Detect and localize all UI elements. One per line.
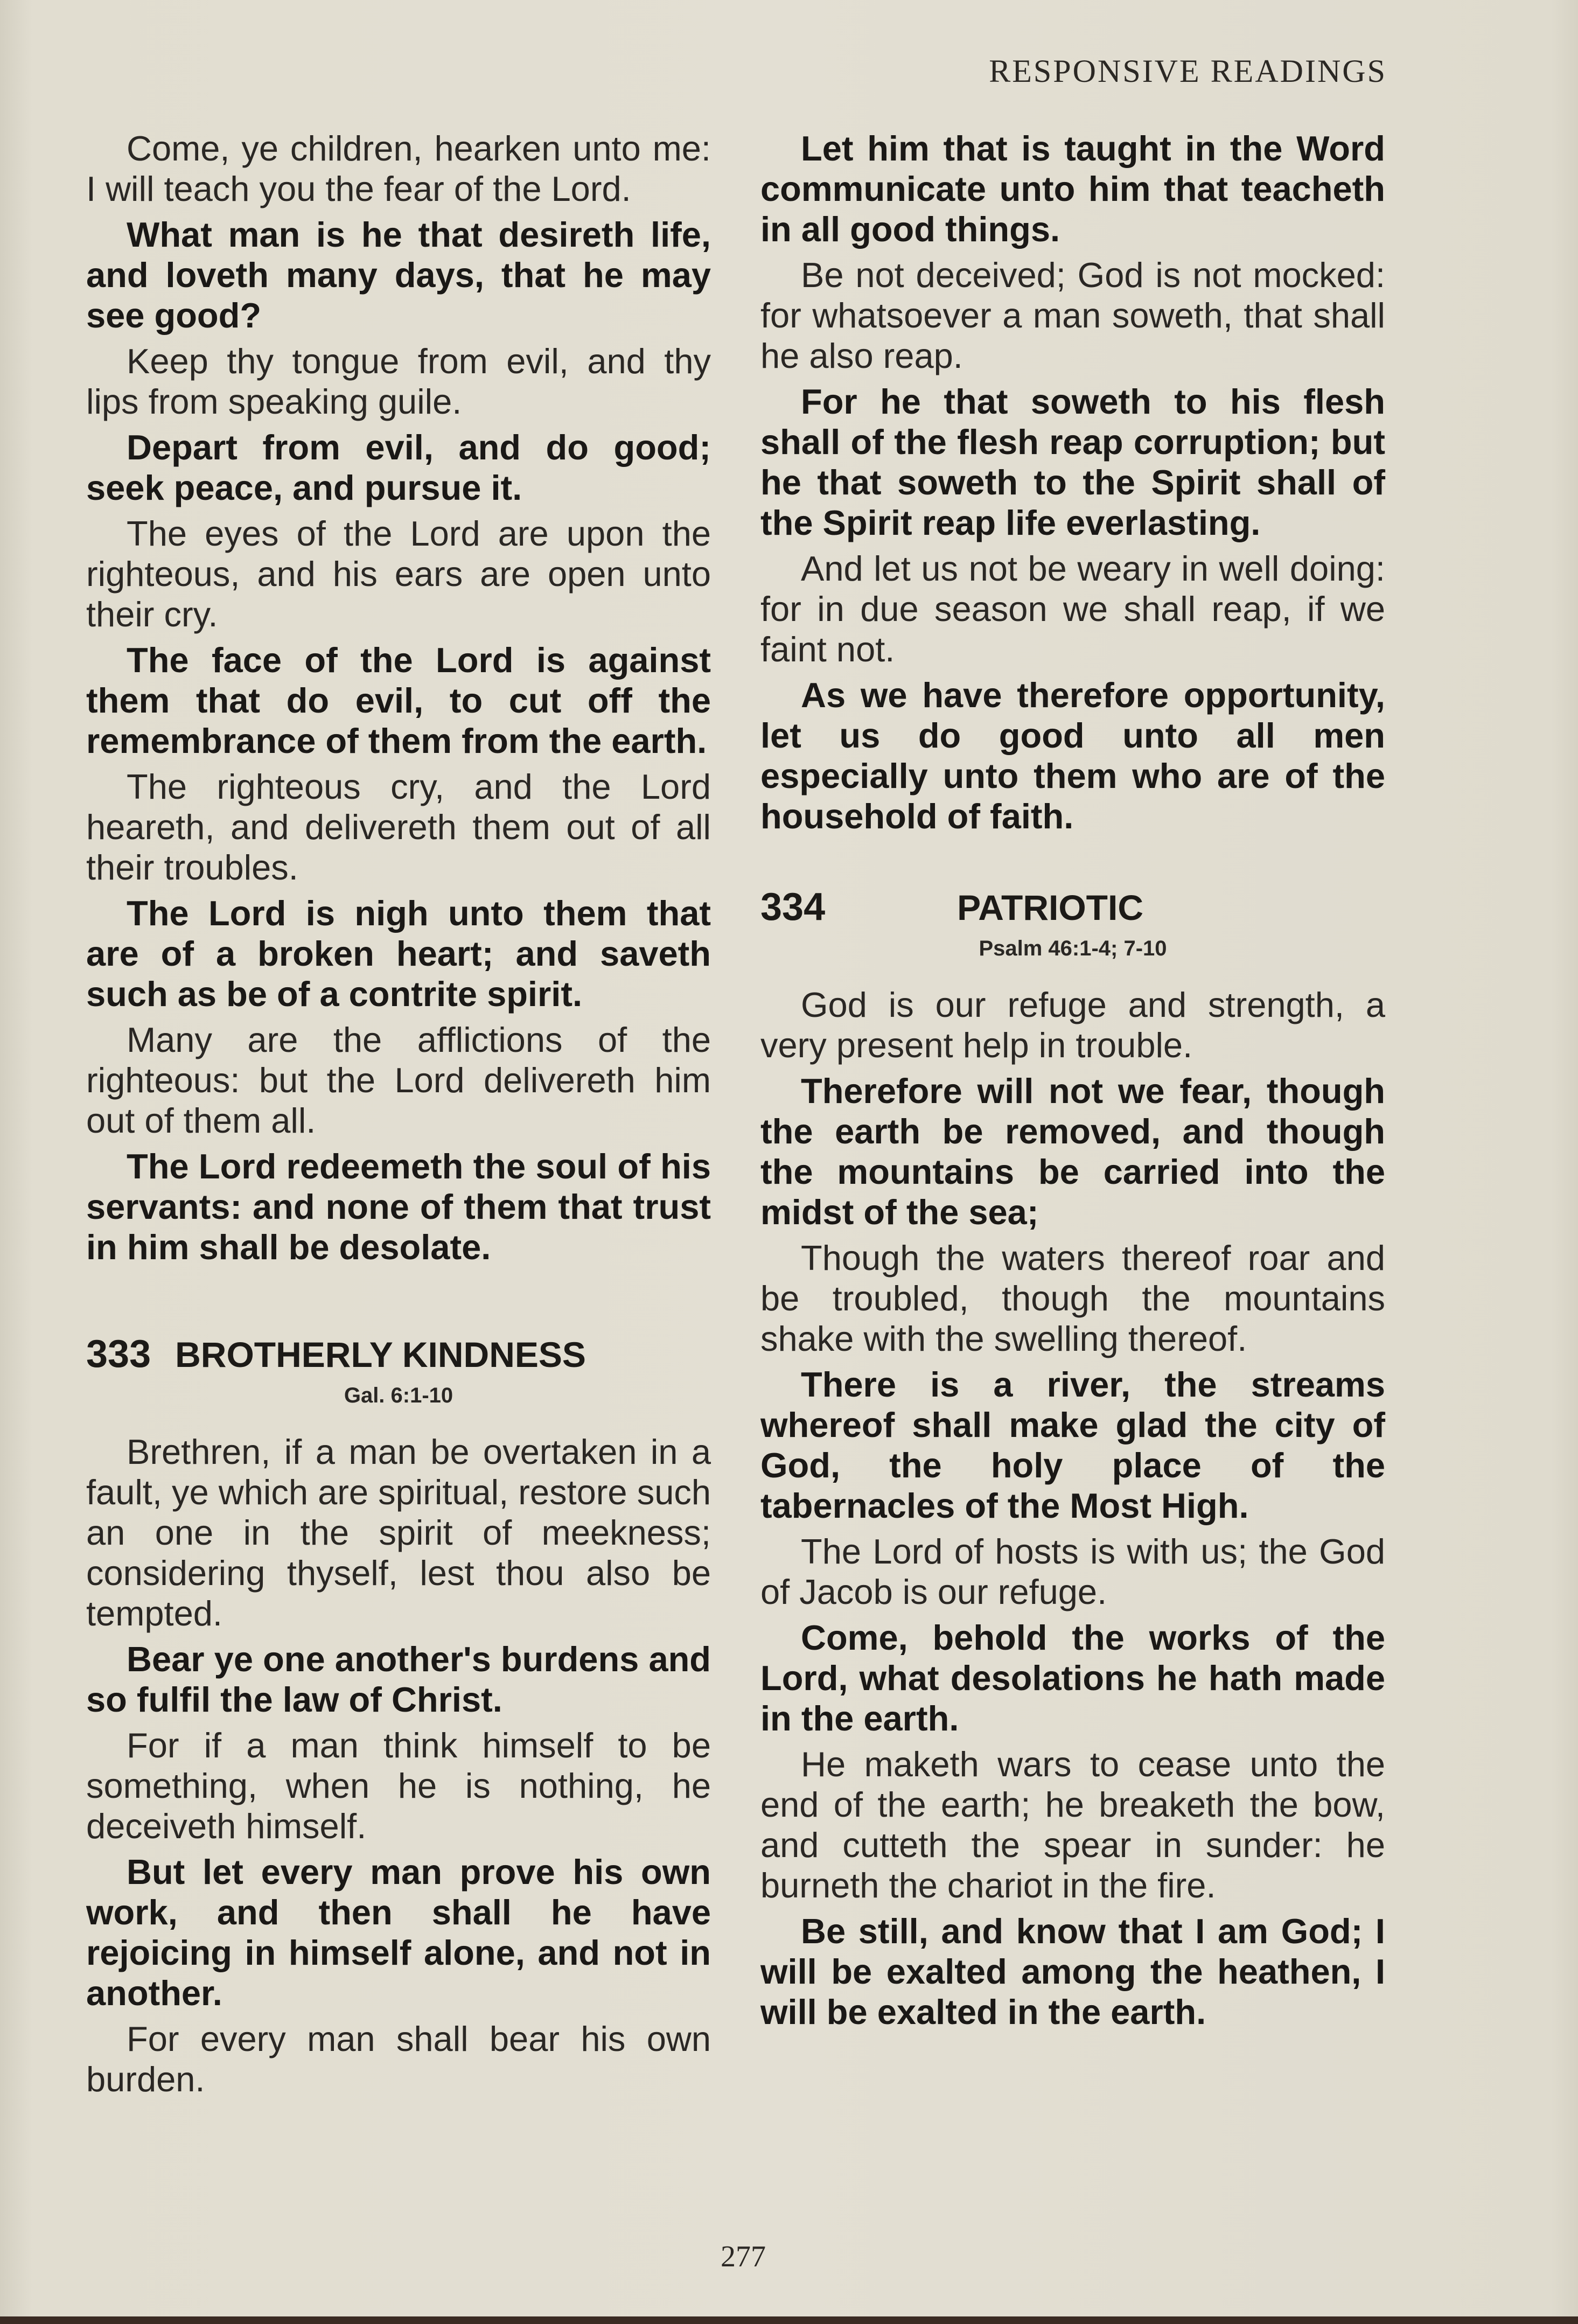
scripture-reference: Gal. 6:1-10 <box>344 1384 453 1407</box>
scripture-reference: Psalm 46:1-4; 7-10 <box>979 937 1167 960</box>
verse: Therefore will not we fear, though the earth be removed, and though the mountains be carried into the midst of the sea; <box>760 1071 1385 1232</box>
verse: Let him that is taught in the Word communicate unto him that teacheth in all good things. <box>760 129 1385 249</box>
verse: And let us not be weary in well doing: for in due season we shall reap, if we faint not. <box>760 549 1385 669</box>
verse: As we have therefore opportunity, let us do good unto all men especially unto them who are of the household of faith. <box>760 675 1385 836</box>
section-number: 334 <box>760 885 826 929</box>
verse: For he that soweth to his flesh shall of the flesh reap corruption; but he that soweth to the Spirit shall of the Spirit reap life everlasting. <box>760 382 1385 542</box>
section-heading-333 <box>86 1332 711 1376</box>
verse: God is our refuge and strength, a very present help in trouble. <box>760 985 1385 1065</box>
verse: Come, behold the works of the Lord, what desolations he hath made in the earth. <box>760 1618 1385 1738</box>
verse: Brethren, if a man be overtaken in a fault, ye which are spiritual, restore such an one in the spirit of meekness; considering thyself, lest thou also be tempted. <box>86 1432 711 1633</box>
section-number: 333 <box>86 1332 151 1376</box>
verse: The Lord of hosts is with us; the God of Jacob is our refuge. <box>760 1532 1385 1611</box>
verse: The Lord redeemeth the soul of his servants: and none of them that trust in him shall be desolate. <box>86 1147 711 1267</box>
page-bottom-edge <box>0 2316 1578 2324</box>
verse: The righteous cry, and the Lord heareth, and delivereth them out of all their troubles. <box>86 767 711 887</box>
verse: Come, ye children, hearken unto me: I will teach you the fear of the Lord. <box>86 129 711 208</box>
verse: Bear ye one another's burdens and so fulfil the law of Christ. <box>86 1639 711 1719</box>
right-column <box>760 128 1385 2037</box>
verse: Be not deceived; God is not mocked: for whatsoever a man soweth, that shall he also reap. <box>760 255 1385 375</box>
page-number: 277 <box>721 2240 766 2273</box>
verse: For if a man think himself to be something, when he is nothing, he deceiveth himself. <box>86 1726 711 1846</box>
verse: The face of the Lord is against them that do evil, to cut off the remembrance of them from the earth. <box>86 640 711 760</box>
verse: The eyes of the Lord are upon the righteous, and his ears are open unto their cry. <box>86 514 711 634</box>
section-title: BROTHERLY KINDNESS <box>175 1335 586 1374</box>
left-column <box>86 128 711 2105</box>
verse: Depart from evil, and do good; seek peace, and pursue it. <box>86 428 711 507</box>
running-head: RESPONSIVE READINGS <box>989 53 1387 89</box>
verse: Keep thy tongue from evil, and thy lips from speaking guile. <box>86 341 711 421</box>
verse: The Lord is nigh unto them that are of a broken heart; and saveth such as be of a contrite spirit. <box>86 894 711 1014</box>
verse: Many are the afflictions of the righteous: but the Lord delivereth him out of them all. <box>86 1020 711 1140</box>
verse: Be still, and know that I am God; I will be exalted among the heathen, I will be exalted in the earth. <box>760 1911 1385 2032</box>
verse: He maketh wars to cease unto the end of the earth; he breaketh the bow, and cutteth the spear in sunder: he burneth the chariot in the fire. <box>760 1744 1385 1905</box>
verse: Though the waters thereof roar and be troubled, though the mountains shake with the swelling thereof. <box>760 1238 1385 1358</box>
section-title: PATRIOTIC <box>957 888 1143 927</box>
verse: But let every man prove his own work, and then shall he have rejoicing in himself alone, and not in another. <box>86 1852 711 2013</box>
section-heading-334 <box>760 885 1385 929</box>
verse: For every man shall bear his own burden. <box>86 2019 711 2099</box>
verse: What man is he that desireth life, and loveth many days, that he may see good? <box>86 215 711 335</box>
verse: There is a river, the streams whereof shall make glad the city of God, the holy place of the tabernacles of the Most High. <box>760 1365 1385 1525</box>
